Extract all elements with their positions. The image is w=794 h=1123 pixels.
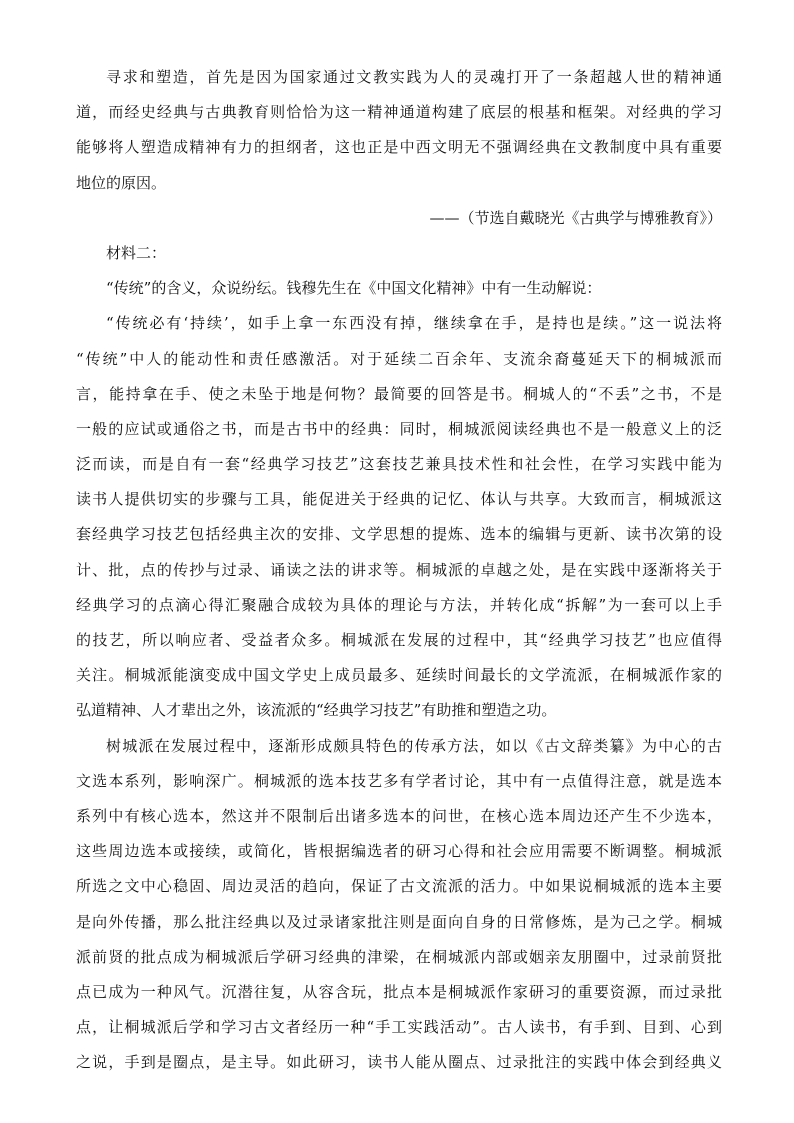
text-line: 套经典学习技艺包括经典主次的安排、文学思想的提炼、选本的编辑与更新、读书次第的设	[76, 525, 722, 544]
text-line: 文选本系列，影响深广。桐城派的选本技艺多有学者讨论，其中有一点值得注意，就是选本	[76, 771, 722, 790]
text-line: 点，让桐城派后学和学习古文者经历一种“手工实践活动”。古人读书，有手到、目到、心到	[76, 1018, 722, 1037]
text-line: 之说，手到是圈点，是主导。如此研习，读书人能从圈点、过录批注的实践中体会到经典义	[76, 1053, 722, 1072]
text-line: 寻求和塑造，首先是因为国家通过文教实践为人的灵魂打开了一条超越人世的精神通	[106, 68, 722, 86]
text-line: 能够将人塑造成精神有力的担纲者，这也正是中西文明无不强调经典在文教制度中具有重要	[76, 138, 722, 157]
text-line: 泛而读，而是自有一套“经典学习技艺”这套技艺兼具技术性和社会性，在学习实践中能为	[76, 455, 722, 474]
text-line: 言，能持拿在手、使之未坠于地是何物？最简要的回答是书。桐城人的“不丢”之书，不是	[76, 384, 722, 403]
text-line: 弘道精神、人才辈出之外，该流派的“经典学习技艺”有助推和塑造之功。	[76, 701, 557, 720]
text-line: 点已成为一种风气。沉潜往复，从容含玩，批点本是桐城派作家研习的重要资源，而过录批	[76, 982, 722, 1001]
text-line: 树城派在发展过程中，逐渐形成颇具特色的传承方法，如以《古文辞类纂》为中心的古	[106, 736, 722, 755]
text-line: 道，而经史经典与古典教育则恰恰为这一精神通道构建了底层的根基和框架。对经典的学习	[76, 103, 722, 122]
text-line: 读书人提供切实的步骤与工具，能促进关于经典的记忆、体认与共享。大致而言，桐城派这	[76, 490, 722, 509]
text-line: “传统”中人的能动性和责任感激活。对于延续二百余年、支流余裔蔓延天下的桐城派而	[76, 349, 722, 368]
section-heading: 材料二：	[106, 243, 167, 262]
text-line: “传统”的含义，众说纷纭。钱穆先生在《中国文化精神》中有一生动解说：	[106, 279, 602, 298]
text-line: 的技艺，所以响应者、受益者众多。桐城派在发展的过程中，其“经典学习技艺”也应值得	[76, 631, 722, 649]
text-line: 这些周边选本或接续，或简化，皆根据编选者的研习心得和社会应用需要不断调整。桐城派	[76, 842, 722, 861]
text-line: 关注。桐城派能演变成中国文学史上成员最多、延续时间最长的文学流派，在桐城派作家的	[76, 666, 722, 685]
text-line: 计、批，点的传抄与过录、诵读之法的讲求等。桐城派的卓越之处，是在实践中逐渐将关于	[76, 560, 722, 579]
text-line: “传统必有‘持续’，如手上拿一东西没有掉，继续拿在手，是持也是续。”这一说法将	[106, 314, 722, 333]
text-line: 所选之文中心稳固、周边灵活的趋向，保证了古文流派的活力。中如果说桐城派的选本主要	[76, 877, 722, 896]
text-line: 系列中有核心选本，然这并不限制后出诸多选本的问世，在核心选本周边还产生不少选本，	[76, 806, 722, 825]
text-line: 一般的应试或通俗之书，而是古书中的经典：同时，桐城派阅读经典也不是一般意义上的泛	[76, 419, 722, 438]
text-line: 派前贤的批点成为桐城派后学研习经典的津梁，在桐城派内部或姻亲友朋圈中，过录前贤批	[76, 947, 722, 966]
text-line: 经典学习的点滴心得汇聚融合成较为具体的理论与方法，并转化成“拆解”为一套可以上手	[76, 595, 722, 614]
document-body	[76, 60, 722, 1080]
text-line: 是向外传播，那么批注经典以及过录诸家批注则是面向自身的日常修炼，是为己之学。桐城	[76, 912, 722, 931]
text-line: 地位的原因。	[76, 173, 167, 192]
source-citation: ——（节选自戴晓光《古典学与博雅教育》）	[429, 208, 722, 227]
